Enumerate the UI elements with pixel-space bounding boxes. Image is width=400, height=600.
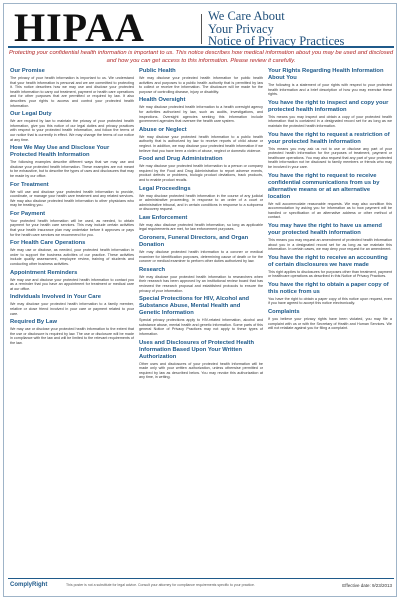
publisher-logo: ComplyRight — [10, 582, 48, 588]
section-heading: Appointment Reminders — [10, 269, 78, 276]
notice-section — [139, 235, 263, 264]
section-heading: Our Promise — [10, 68, 45, 74]
column-2 — [139, 68, 263, 576]
section-heading: Individuals Involved in Your Care — [10, 294, 101, 301]
section-heading: For Treatment — [10, 181, 49, 188]
section-text: We are required by law to maintain the privacy of your protected health information, give you this notice of our legal duties and privacy practices with respect to your protected health information, and follow the terms of our notice that is currently in effect. We may change the terms of our notice at any time. — [10, 119, 134, 142]
section-heading: You have the right to request to receive confidential communications from us by alternative means or at an alternative location — [268, 172, 380, 200]
section-heading: Public Health — [139, 68, 176, 74]
title-line-3: Notice of Privacy Practices — [208, 34, 345, 48]
notice-section — [139, 186, 263, 212]
notice-section — [268, 100, 392, 129]
section-heading: Required By Law — [10, 319, 58, 326]
notice-section — [139, 156, 263, 182]
section-text: This right applies to disclosures for purposes other than treatment, payment or healthcare operations as described in this Notice of Privacy Practices. — [268, 269, 392, 279]
section-text: We may disclose protected health information to a health oversight agency for activities authorized by law, such as audits, investigations, and inspections. Oversight agencies seeking this information include government agencies that oversee the health care system. — [139, 105, 263, 124]
column-3 — [268, 68, 392, 576]
section-heading: You have the right to receive an accounting of certain disclosures we have made — [268, 254, 388, 268]
section-heading: Our Legal Duty — [10, 111, 52, 118]
section-heading: Food and Drug Administration — [139, 156, 223, 163]
notice-section — [10, 294, 134, 316]
notice-section — [139, 97, 263, 123]
poster-footer — [8, 578, 394, 594]
section-heading: Legal Proceedings — [139, 185, 191, 192]
column-1 — [10, 68, 134, 576]
section-text: The following is a statement of your rights with respect to your protected health information and a brief description of how you may exercise these rights. — [268, 83, 392, 97]
section-heading: You have the right to inspect and copy your protected health information — [268, 99, 389, 113]
title-line-1: We Care About — [208, 9, 285, 23]
notice-section — [268, 309, 392, 331]
section-text: The following examples describe different ways that we may use and disclose your protected health information. These examples are not meant to be exhaustive, but to describe the types of uses and disclosures that may be made by our office. — [10, 160, 134, 178]
notice-section — [10, 240, 134, 266]
header-divider — [201, 14, 202, 44]
notice-section — [268, 255, 392, 279]
section-text: You have the right to obtain a paper copy of this notice upon request, even if you have agreed to accept this notice electronically. — [268, 296, 392, 306]
poster-tagline: Protecting your confidential health information is important to us. This notice describes how medical information about you may be used and disclosed and how you can get access to this information. Please review it carefully. — [8, 50, 394, 64]
notice-section — [268, 173, 392, 220]
notice-section — [139, 340, 263, 380]
notice-section — [139, 68, 263, 94]
notice-section — [268, 132, 392, 170]
section-text: We may disclose your protected health information to a public health authority that is authorized by law to receive reports of child abuse or neglect. In addition, we may disclose your protected health information if we believe that you have been a victim of abuse, neglect or domestic violence. — [139, 134, 263, 153]
effective-date: Effective date: 9/23/2013 — [342, 583, 392, 588]
section-text: We may use or disclose, as needed, your protected health information in order to support the business activities of our practice. These activities include quality assessment, employee review, training of students and conducting other business activities. — [10, 248, 134, 267]
hipaa-logo-text: HIPAA — [14, 5, 145, 50]
section-heading: Your Rights Regarding Health Information About You — [268, 68, 384, 81]
notice-section — [10, 182, 134, 208]
section-heading: Abuse or Neglect — [139, 126, 187, 133]
section-text: We may disclose your protected health information to a family member, relative or close friend involved in your care or payment related to your care. — [10, 302, 134, 316]
section-heading: Law Enforcement — [139, 214, 188, 221]
notice-section — [10, 270, 134, 292]
section-heading: Research — [139, 266, 166, 273]
section-text: We may disclose your protected health information to a person or company required by the Food and Drug Administration to report adverse events, product defects or problems, biologic product deviations, track products, and to enable product recalls. — [139, 164, 263, 182]
section-text: If you believe your privacy rights have been violated, you may file a complaint with us or with the Secretary of Health and Human Services. We will not retaliate against you for filing a complaint. — [268, 317, 392, 331]
section-heading: You have the right to obtain a paper copy of this notice from us — [268, 281, 389, 295]
privacy-notice-poster — [3, 3, 397, 597]
section-text: We may use or disclose your protected health information to the extent that the use or disclosure is required by law. The use or disclosure will be made in compliance with the law and will be limited to the relevant requirements of the law. — [10, 327, 134, 345]
poster-title — [208, 10, 394, 48]
section-heading: You have the right to request a restriction of your protected health information — [268, 131, 390, 145]
section-heading: Complaints — [268, 309, 300, 316]
section-text: We may also disclose protected health information, so long as applicable legal requirements are met, for law enforcement purposes. — [139, 222, 263, 232]
notice-section — [268, 223, 392, 252]
section-heading: For Payment — [10, 210, 46, 217]
section-text: Your protected health information will be used, as needed, to obtain payment for your health care services. This may include certain activities that your health insurance plan may undertake before it approves or pays for the health care services we recommend for you. — [10, 218, 134, 237]
notice-section — [10, 111, 134, 142]
section-text: We will use and disclose your protected health information to provide, coordinate, or manage your health care treatment and any related services. We may also disclose protected health information to other physicians who may be treating you. — [10, 189, 134, 208]
section-text: Other uses and disclosures of your protected health information will be made only with your written authorization, unless otherwise permitted or required by law as described below. You may revoke this authorization at any time, in writing. — [139, 361, 263, 380]
section-heading: Uses and Disclosures of Protected Health Information Based Upon Your Written Authorization — [139, 339, 255, 360]
notice-section — [139, 127, 263, 153]
notice-section — [10, 68, 134, 108]
notice-section — [10, 145, 134, 178]
section-heading: Health Oversight — [139, 97, 186, 104]
section-text: Special privacy protections apply to HIV-related information, alcohol and substance abuse, mental health and genetic information. Some parts of this general Notice of Privacy Practices may not apply to these types of information. — [139, 318, 263, 336]
section-text: This means you may request an amendment of protected health information about you in a designated record set for as long as we maintain this information. In certain cases, we may deny your request for an amendment. — [268, 237, 392, 252]
title-line-2: Your Privacy — [208, 21, 274, 36]
notice-section — [268, 282, 392, 306]
section-text: We may disclose protected health information in the course of any judicial or administrative proceeding, in response to an order of a court or administrative tribunal, and in certain conditions in response to a subpoena or discovery request. — [139, 193, 263, 212]
notice-section — [139, 296, 263, 336]
section-heading: How We May Use and Disclose Your Protected Health Information — [10, 145, 110, 159]
footer-disclaimer: This poster is not a substitute for legal advice. Consult your attorney for compliance requirements specific to your practice. — [66, 583, 255, 587]
notice-section — [268, 68, 392, 97]
section-text: This means you may inspect and obtain a copy of your protected health information that is contained in a designated record set for as long as we maintain the protected health information. — [268, 114, 392, 128]
section-text: We may use and disclose your protected health information to contact you as a reminder that you have an appointment for treatment or medical care at our office. — [10, 277, 134, 291]
section-text: We may disclose your protected health information to researchers when their research has been approved by an institutional review board that has reviewed the research proposal and established protocols to ensure the privacy of your information. — [139, 274, 263, 293]
section-text: The privacy of your health information is important to us. We understand that your health information is personal and we are committed to protecting it. This notice describes how we may use and disclose your protected health information to carry out treatment, payment or health care operations and for other purposes that are permitted or required by law. It also describes your rights to access and control your protected health information. — [10, 76, 134, 108]
section-text: We may disclose protected health information to a coroner or medical examiner for identification purposes, determining cause of death or for the coroner or medical examiner to perform other duties authorized by law. — [139, 250, 263, 264]
notice-section — [139, 215, 263, 232]
notice-section — [10, 211, 134, 237]
section-heading: Coroners, Funeral Directors, and Organ Donation — [139, 235, 249, 249]
section-text: We may disclose your protected health information for public health activities and purposes to a public health authority that is permitted by law to collect or receive the information. The disclosure will be made for the purpose of controlling disease, injury or disability. — [139, 76, 263, 94]
notice-section — [10, 319, 134, 345]
section-heading: You may have the right to have us amend your protected health information — [268, 222, 382, 236]
section-heading: For Health Care Operations — [10, 240, 86, 247]
section-heading: Special Protections for HIV, Alcohol and Substance Abuse, Mental Health and Genetic Information — [139, 296, 250, 317]
notice-section — [139, 267, 263, 293]
section-text: This means you may ask us not to use or disclose any part of your protected health information for the purposes of treatment, payment or healthcare operations. You may also request that any part of your protected health information not be disclosed to family members or friends who may be involved in your care. — [268, 146, 392, 169]
section-text: We will accommodate reasonable requests. We may also condition this accommodation by asking you for information as to how payment will be handled or specification of an alternative address or other method of contact. — [268, 201, 392, 220]
poster-header — [8, 5, 394, 50]
